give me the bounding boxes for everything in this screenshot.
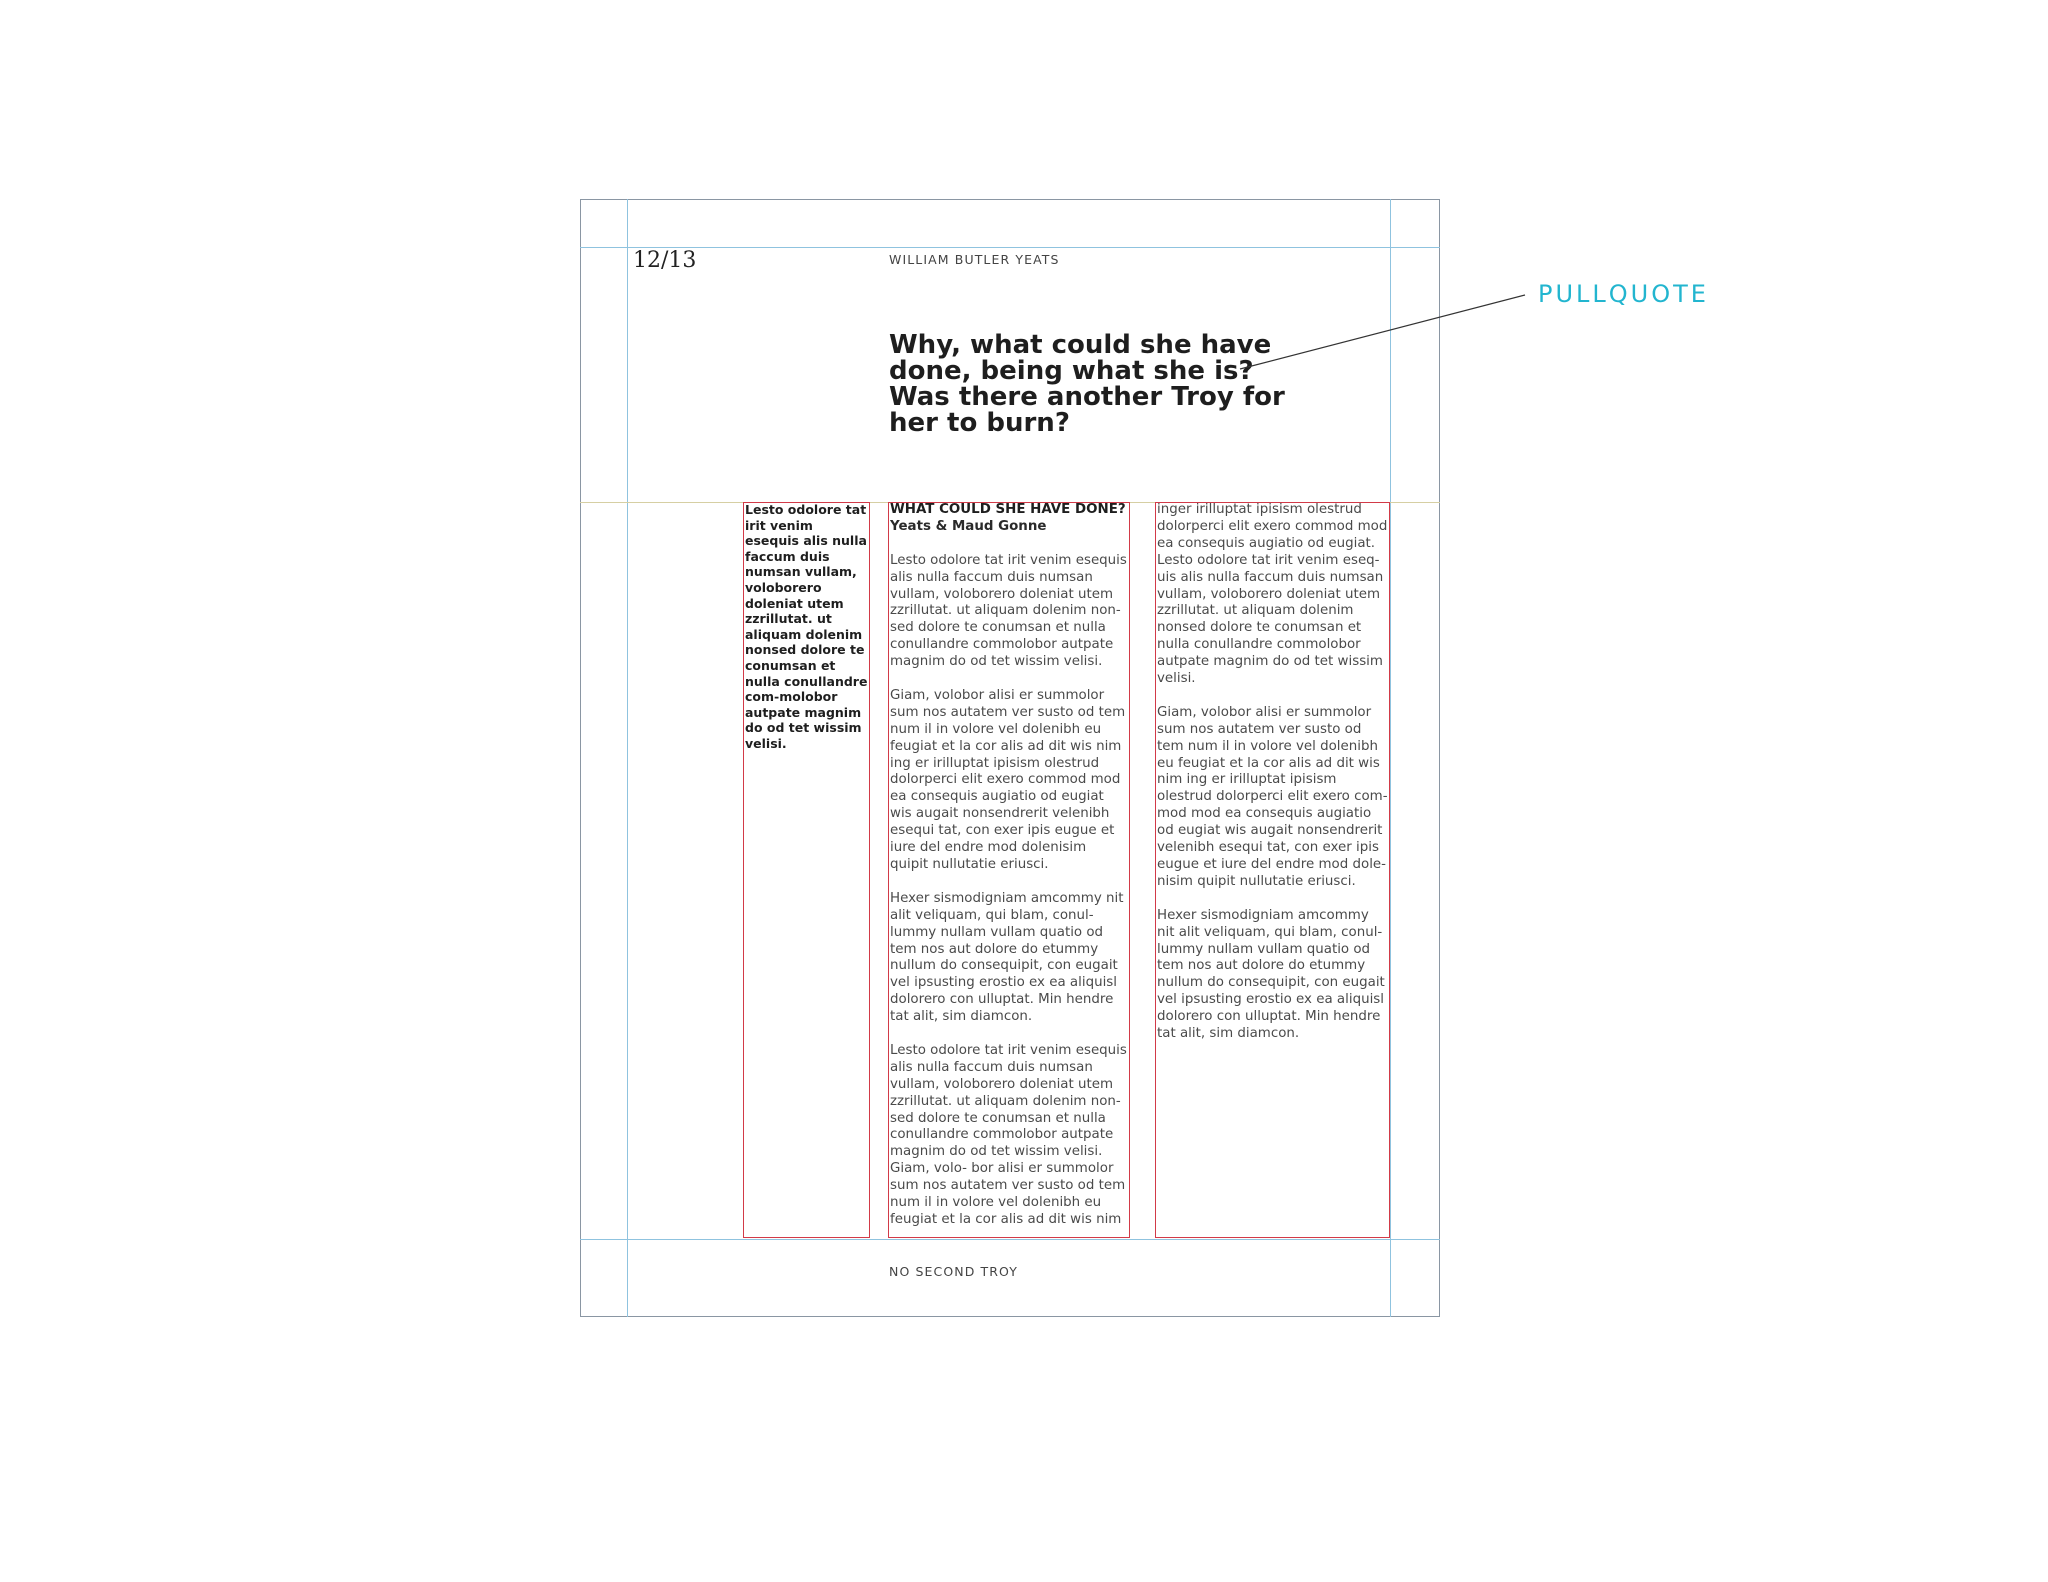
paragraph: Giam, volobor alisi er summolor sum nos autatem ver susto od tem num il in volore vel dolenibh eu feugiat et la cor alis ad dit wis nim ing er irilluptat ipisism olestrud dolorperci elit exero commod mod ea consequis augiatio od eugiat wis augait nonsendrerit velenibh esequi tat, con exer ipis eugue et iure del endre mod dolenisim quipit nullutatie eriusci. [890, 687, 1126, 872]
article-subtitle: Yeats & Maud Gonne [890, 518, 1047, 534]
sidebar-text: Lesto odolore tat irit venim esequis alis nulla faccum duis numsan vullam, voloborero doleniat utem zzrillutat. ut aliquam dolenim nonsed dolore te conumsan et nulla conullandre com-molobor autpate magnim do od tet wissim velisi. [745, 502, 868, 751]
column-1-text [890, 502, 1128, 1236]
paragraph: Giam, volobor alisi er summolor sum nos autatem ver susto od tem num il in volore vel dolenibh eu feugiat et la cor alis ad dit wis nim ing er irilluptat ipisism olestrud dolorperci elit exero com-mod mod ea consequis augiatio od eugiat wis augait nonsendrerit velenibh esequi tat, con exer ipis eugue et iure del endre mod dole-nisim quipit nullutatie eriusci. [1157, 704, 1388, 889]
callout-label: PULLQUOTE [1538, 280, 1709, 308]
paragraph: inger irilluptat ipisism olestrud dolorperci elit exero commod mod ea consequis augiatio od eugiat. Lesto odolore tat irit venim eseq-uis alis nulla faccum duis numsan vullam, voloborero doleniat utem zzrillutat. ut aliquam dolenim nonsed dolore te conumsan et nulla conullandre commolobor autpate magnim do od tet wissim velisi. [1157, 502, 1388, 687]
paragraph: Lesto odolore tat irit venim esequis alis nulla faccum duis numsan vullam, voloborero doleniat utem zzrillutat. ut aliquam dolenim non-sed dolore te conumsan et nulla conullandre commolobor autpate magnim do od tet wissim velisi. Giam, volo- bor alisi er summolor sum nos autatem ver susto od tem num il in volore vel dolenibh eu feugiat et la cor alis ad dit wis nim [890, 1042, 1127, 1227]
paragraph: Lesto odolore tat irit venim esequis alis nulla faccum duis numsan vullam, voloborero doleniat utem zzrillutat. ut aliquam dolenim non-sed dolore te conumsan et nulla conullandre commolobor autpate magnim do od tet wissim velisi. [890, 552, 1127, 670]
column-2-text [1157, 502, 1388, 1236]
top-margin-guide [580, 247, 1440, 248]
running-foot: NO SECOND TROY [889, 1264, 1019, 1279]
paragraph: Hexer sismodigniam amcommy nit alit veliquam, qui blam, conul-lummy nullam vullam quatio od tem nos aut dolore do etummy nullum do consequipit, con eugait vel ipsusting erostio ex ea aliquisl dolorero con ulluptat. Min hendre tat alit, sim diamcon. [1157, 907, 1385, 1042]
paragraph: Hexer sismodigniam amcommy nit alit veliquam, qui blam, conul-lummy nullam vullam quatio od tem nos aut dolore do etummy nullum do consequipit, con eugait vel ipsusting erostio ex ea aliquisl dolorero con ulluptat. Min hendre tat alit, sim diamcon. [890, 890, 1124, 1025]
callout-leader-line [1230, 285, 1530, 375]
bottom-margin-guide [580, 1239, 1440, 1240]
running-head: WILLIAM BUTLER YEATS [889, 252, 1060, 267]
left-margin-guide [627, 199, 628, 1317]
article-title: WHAT COULD SHE HAVE DONE? [890, 502, 1126, 517]
folio: 12/13 [633, 248, 697, 273]
pullquote: Why, what could she have done, being what she is? Was there another Troy for her to burn? [889, 330, 1285, 438]
